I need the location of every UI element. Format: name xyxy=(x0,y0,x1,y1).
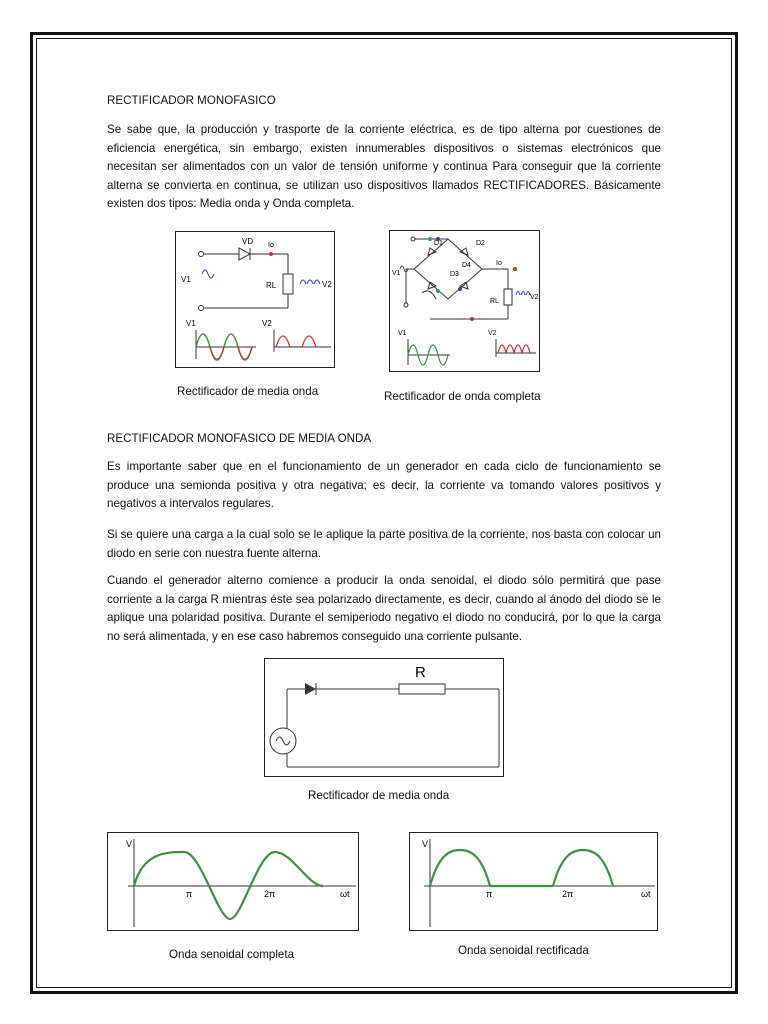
v1-graph-label: V1 xyxy=(398,330,407,337)
d4-label: D4 xyxy=(462,262,471,269)
rectified-sine-caption: Onda senoidal rectificada xyxy=(458,944,589,957)
v2-graph-label: V2 xyxy=(262,319,272,328)
v2-label: V2 xyxy=(322,280,332,289)
v1-label: V1 xyxy=(392,270,401,277)
y-axis-label: V xyxy=(126,839,133,849)
v1-label: V1 xyxy=(181,275,191,284)
rl-label: RL xyxy=(490,298,499,305)
half-wave-circuit-figure xyxy=(264,658,504,777)
paragraph-generator: Es importante saber que en el funcionamiento de un generador en cada ciclo de funcionamiento se produce una semionda positiva y otra negativa; es decir, la corriente va tomando valores positivos y negativos a intervalos regulares. xyxy=(107,460,661,511)
paragraph-diode-series: Si se quiere una carga a la cual solo se le aplique la parte positiva de la corriente, nos basta con colocar un diodo en serie con nuestra fuente alterna. xyxy=(107,528,661,560)
v1-graph-label: V1 xyxy=(186,319,196,328)
io-label: Io xyxy=(268,242,274,249)
d3-label: D3 xyxy=(450,271,459,278)
resistor-label: R xyxy=(415,664,426,681)
two-pi-tick-label: 2π xyxy=(562,889,574,899)
full-sine-caption: Onda senoidal completa xyxy=(169,948,295,961)
paragraph-half-wave-operation: Cuando el generador alterno comience a producir la onda senoidal, el diodo sólo permitirá que pase corriente a la carga R mientras éste sea polarizado directamente, es decir, cuando al ánodo del diodo se le aplique una polaridad positiva. Durante el semiperiodo negativo el diodo no conducirá, por lo que la carga no será alimentada, y en ese caso habremos conseguido una corriente pulsante. xyxy=(107,574,661,643)
middle-caption: Rectificador de media onda xyxy=(308,789,450,802)
x-axis-label: ωt xyxy=(340,889,350,899)
pi-tick-label: π xyxy=(486,889,493,899)
two-pi-tick-label: 2π xyxy=(264,889,276,899)
v2-label: V2 xyxy=(530,294,539,301)
d2-label: D2 xyxy=(476,240,485,247)
full-wave-caption: Rectificador de onda completa xyxy=(384,390,541,403)
vd-label: VD xyxy=(242,237,254,246)
full-wave-rectifier-figure xyxy=(389,230,540,372)
section-heading-monofasico: RECTIFICADOR MONOFASICO xyxy=(107,94,276,107)
rl-label: RL xyxy=(266,281,277,290)
pi-tick-label: π xyxy=(186,889,193,899)
rectified-sine-figure xyxy=(409,832,658,931)
y-axis-label: V xyxy=(422,839,429,849)
io-label: Io xyxy=(496,260,502,267)
x-axis-label: ωt xyxy=(641,889,651,899)
full-sine-figure xyxy=(107,832,359,931)
half-wave-rectifier-figure xyxy=(175,231,335,368)
v2-graph-label: V2 xyxy=(488,330,497,337)
section-heading-media-onda: RECTIFICADOR MONOFASICO DE MEDIA ONDA xyxy=(107,432,372,445)
intro-paragraph: Se sabe que, la producción y trasporte de la corriente eléctrica, es de tipo alterna por cuestiones de eficiencia energética, sin embargo, existen innumerables dispositivos o sistemas electrónicos que necesitan ser alimentados con un valor de tensión uniforme y continua Para conseguir que la corriente alterna se convierta en continua, se utilizan uso dispositivos llamados RECTIFICADORES. Básicamente existen dos tipos: Media onda y Onda completa. xyxy=(107,123,661,211)
half-wave-caption: Rectificador de media onda xyxy=(177,385,319,398)
d1-label: D1 xyxy=(434,240,443,247)
